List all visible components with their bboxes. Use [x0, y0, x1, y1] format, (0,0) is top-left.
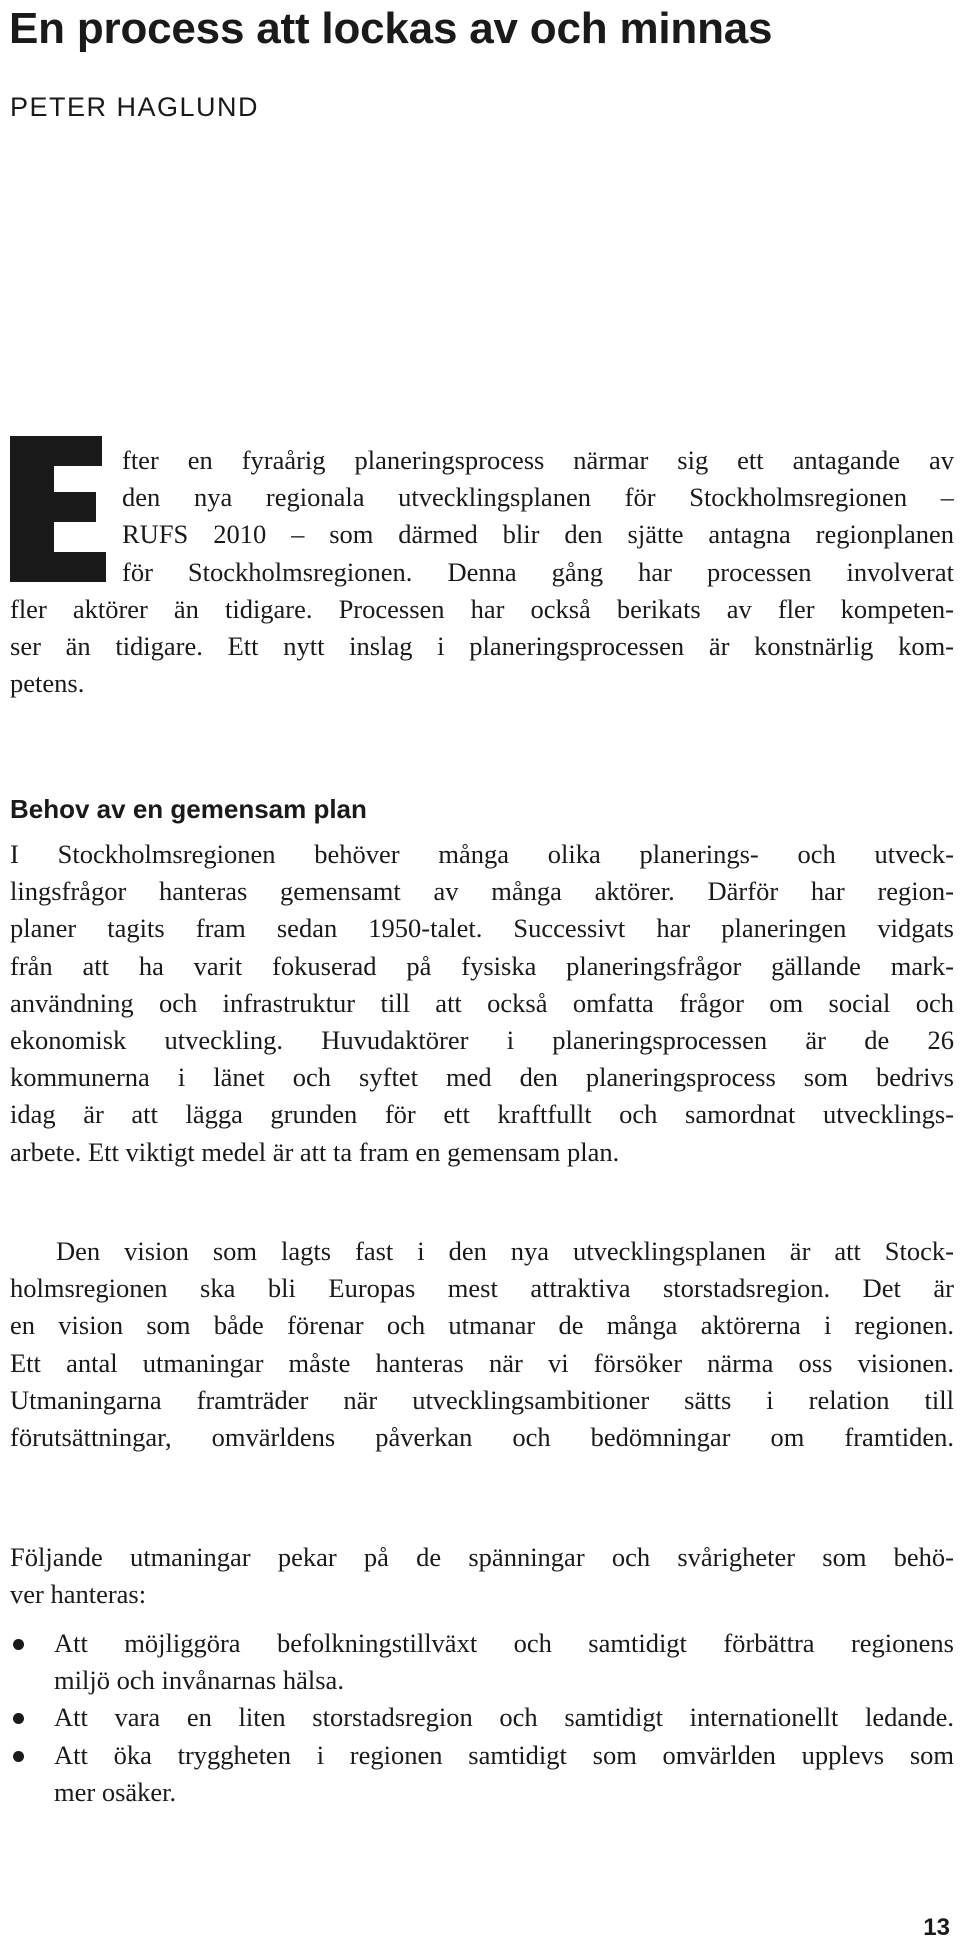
body-paragraph [10, 1539, 954, 1613]
paragraph-line: holmsregionen ska bli Europas mest attraktiva storstadsregion. Det är [10, 1273, 954, 1304]
intro-line: för Stockholmsregionen. Denna gång har processen involverat [122, 556, 954, 587]
list-item-line: Att möjliggöra befolkningstillväxt och samtidigt förbättra regionens [54, 1628, 954, 1658]
paragraph-line: arbete. Ett viktigt medel är att ta fram en gemensam plan. [10, 1136, 620, 1167]
section-heading: Behov av en gemensam plan [10, 794, 367, 824]
bullet-icon [13, 1751, 24, 1762]
body-paragraph [10, 1233, 954, 1456]
paragraph-line: ekonomisk utveckling. Huvudaktörer i planeringsprocessen är de 26 [10, 1024, 954, 1055]
paragraph-line: Ett antal utmaningar måste hanteras när vi försöker närma oss visionen. [10, 1347, 954, 1378]
list-item [10, 1737, 954, 1811]
bullet-icon [13, 1713, 24, 1724]
paragraph-line: planer tagits fram sedan 1950-talet. Successivt har planeringen vidgats [10, 913, 954, 944]
paragraph-line: Följande utmaningar pekar på de spänningar och svårigheter som behö- [10, 1542, 954, 1572]
page-number: 13 [923, 1914, 950, 1941]
challenge-list [10, 1625, 954, 1811]
paragraph-line: Den vision som lagts fast i den nya utvecklingsplanen är att Stock- [56, 1236, 954, 1266]
paragraph-line: en vision som både förenar och utmanar de många aktörerna i regionen. [10, 1310, 954, 1341]
paragraph-line: lingsfrågor hanteras gemensamt av många aktörer. Därför har region- [10, 876, 954, 907]
body-paragraph [10, 836, 954, 1171]
list-item-line: mer osäker. [54, 1776, 177, 1807]
list-item-line: Att vara en liten storstadsregion och samtidigt internationellt ledande. [54, 1702, 954, 1733]
intro-paragraph [10, 442, 954, 702]
author-name: PETER HAGLUND [10, 92, 260, 122]
list-item-line: miljö och invånarnas hälsa. [54, 1665, 344, 1696]
paragraph-line: ver hanteras: [10, 1579, 147, 1610]
paragraph-line: förutsättningar, omvärldens påverkan och bedömningar om framtiden. [10, 1421, 954, 1452]
paragraph-line: användning och infrastruktur till att också omfatta frågor om social och [10, 987, 954, 1018]
list-item [10, 1699, 954, 1736]
paragraph-line: I Stockholmsregionen behöver många olika planerings- och utveck- [10, 839, 954, 869]
article-title: En process att lockas av och minnas [9, 4, 773, 53]
intro-line: den nya regionala utvecklingsplanen för Stockholmsregionen – [122, 482, 954, 513]
intro-line: fler aktörer än tidigare. Processen har också berikats av fler kompeten- [10, 593, 954, 624]
intro-line: RUFS 2010 – som därmed blir den sjätte antagna regionplanen [122, 519, 954, 550]
paragraph-line: idag är att lägga grunden för ett kraftfullt och samordnat utvecklings- [10, 1099, 954, 1130]
intro-line: petens. [10, 668, 85, 699]
list-item [10, 1625, 954, 1699]
list-item-line: Att öka tryggheten i regionen samtidigt som omvärlden upplevs som [54, 1739, 954, 1770]
paragraph-line: kommunerna i länet och syftet med den planeringsprocess som bedrivs [10, 1062, 954, 1093]
paragraph-line: Utmaningarna framträder när utvecklingsambitioner sätts i relation till [10, 1384, 954, 1415]
intro-line: fter en fyraårig planeringsprocess närmar sig ett antagande av [122, 445, 954, 475]
intro-line: ser än tidigare. Ett nytt inslag i planeringsprocessen är konstnärlig kom- [10, 630, 954, 661]
bullet-icon [13, 1639, 24, 1650]
paragraph-line: från att ha varit fokuserad på fysiska planeringsfrågor gällande mark- [10, 950, 954, 981]
